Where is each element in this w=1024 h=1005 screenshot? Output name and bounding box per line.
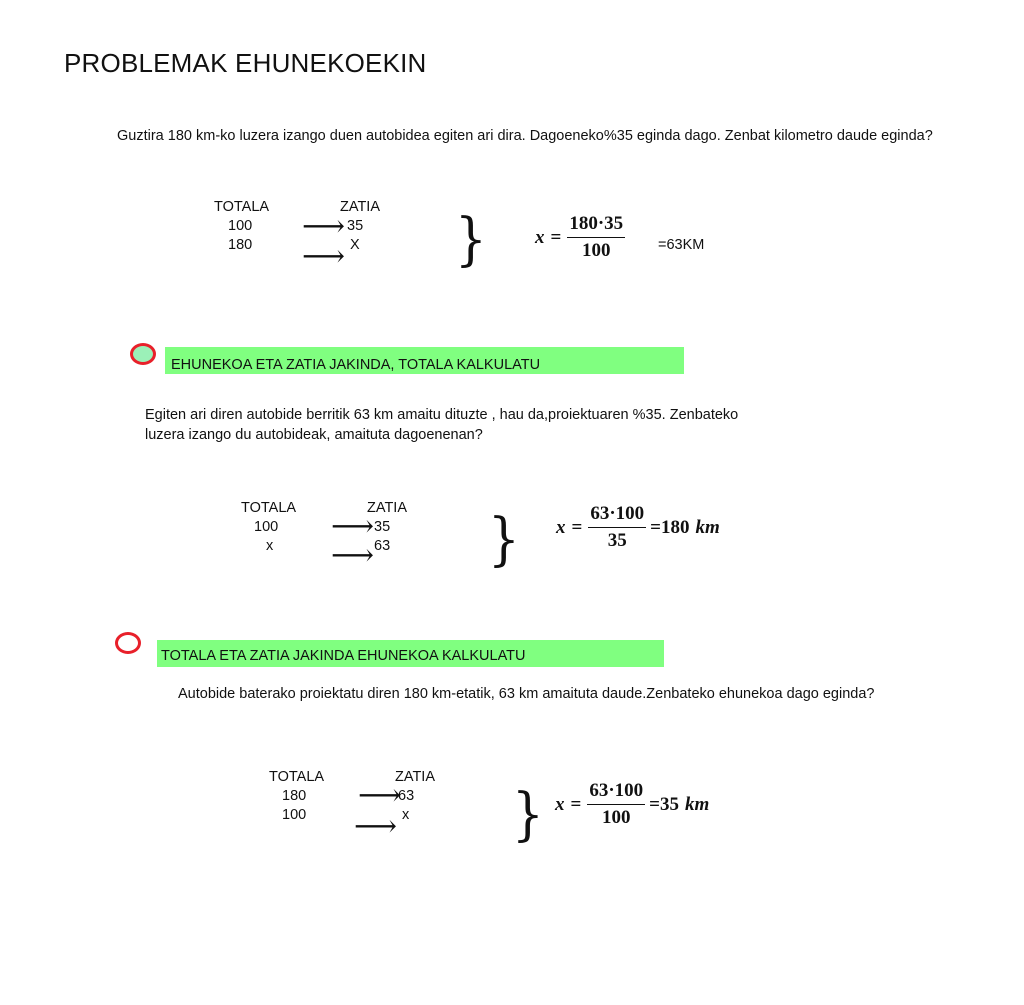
arrow-icon: ⟶ [331, 538, 375, 573]
section3-row2-part: x [402, 807, 410, 823]
section2-row1-total: 100 [254, 519, 279, 535]
problem1-question: Guztira 180 km-ko luzera izango duen autobidea egiten ari dira. Dagoeneko%35 eginda dago. Zenbat kilometro daude eginda? [117, 128, 933, 144]
problem1-result: =63KM [658, 237, 705, 253]
section2-formula [556, 503, 720, 552]
problem1-row1-part: 35 [347, 218, 364, 234]
section2-question-line2: luzera izango du autobideak, amaituta dagoenenan? [145, 427, 483, 443]
formula-equals: = [550, 226, 562, 248]
section3-col-zatia: ZATIA [395, 769, 436, 785]
section3-row1-total: 180 [282, 788, 307, 804]
formula-equals: = [571, 516, 583, 538]
section3-question: Autobide baterako proiektatu diren 180 km-etatik, 63 km amaituta daude.Zenbateko ehunekoa dago eginda? [178, 686, 875, 702]
formula-fraction [567, 213, 625, 262]
red-circle-marker-icon [130, 343, 156, 365]
red-circle-marker-icon [115, 632, 141, 654]
problem1-row2-part: X [350, 237, 360, 253]
formula-result: =180 [650, 516, 690, 538]
formula-denominator: 35 [607, 530, 627, 551]
formula-variable: x [555, 793, 565, 815]
arrow-icon: ⟶ [358, 778, 402, 813]
right-brace-icon: } [488, 505, 520, 573]
arrow-icon: ⟶ [354, 809, 398, 844]
formula-denominator: 100 [602, 807, 631, 828]
section2-row1-part: 35 [374, 519, 391, 535]
section2-heading: EHUNEKOA ETA ZATIA JAKINDA, TOTALA KALKULATU [165, 347, 684, 374]
right-brace-icon: } [512, 780, 544, 848]
right-brace-icon: } [455, 205, 487, 273]
section2-question-line1: Egiten ari diren autobide berritik 63 km amaitu dituzte , hau da,proiektuaren %35. Zenbateko [145, 407, 739, 423]
formula-result: =35 [649, 793, 679, 815]
formula-unit: km [695, 516, 720, 538]
section2-row2-part: 63 [374, 538, 391, 554]
formula-numerator: 63·100 [587, 780, 645, 805]
formula-variable: x [535, 226, 545, 248]
section2-row2-total: x [266, 538, 274, 554]
formula-unit: km [685, 793, 710, 815]
formula-fraction [588, 503, 646, 552]
section3-formula [555, 780, 709, 829]
formula-numerator: 63·100 [588, 503, 646, 528]
formula-variable: x [556, 516, 566, 538]
problem1-formula [535, 213, 625, 262]
formula-numerator: 180·35 [567, 213, 625, 238]
section3-col-totala: TOTALA [269, 769, 325, 785]
section2-col-totala: TOTALA [241, 500, 297, 516]
section2-col-zatia: ZATIA [367, 500, 408, 516]
section3-row1-part: 63 [398, 788, 415, 804]
section3-row2-total: 100 [282, 807, 307, 823]
formula-equals: = [570, 793, 582, 815]
formula-denominator: 100 [582, 240, 611, 261]
arrow-icon: ⟶ [302, 209, 346, 244]
problem1-col-zatia: ZATIA [340, 199, 381, 215]
section3-heading: TOTALA ETA ZATIA JAKINDA EHUNEKOA KALKULATU [157, 640, 664, 667]
arrow-icon: ⟶ [331, 509, 375, 544]
problem1-col-totala: TOTALA [214, 199, 270, 215]
problem1-row2-total: 180 [228, 237, 253, 253]
formula-fraction [587, 780, 645, 829]
page-title: PROBLEMAK EHUNEKOEKIN [64, 48, 427, 78]
problem1-row1-total: 100 [228, 218, 253, 234]
arrow-icon: ⟶ [302, 239, 346, 274]
